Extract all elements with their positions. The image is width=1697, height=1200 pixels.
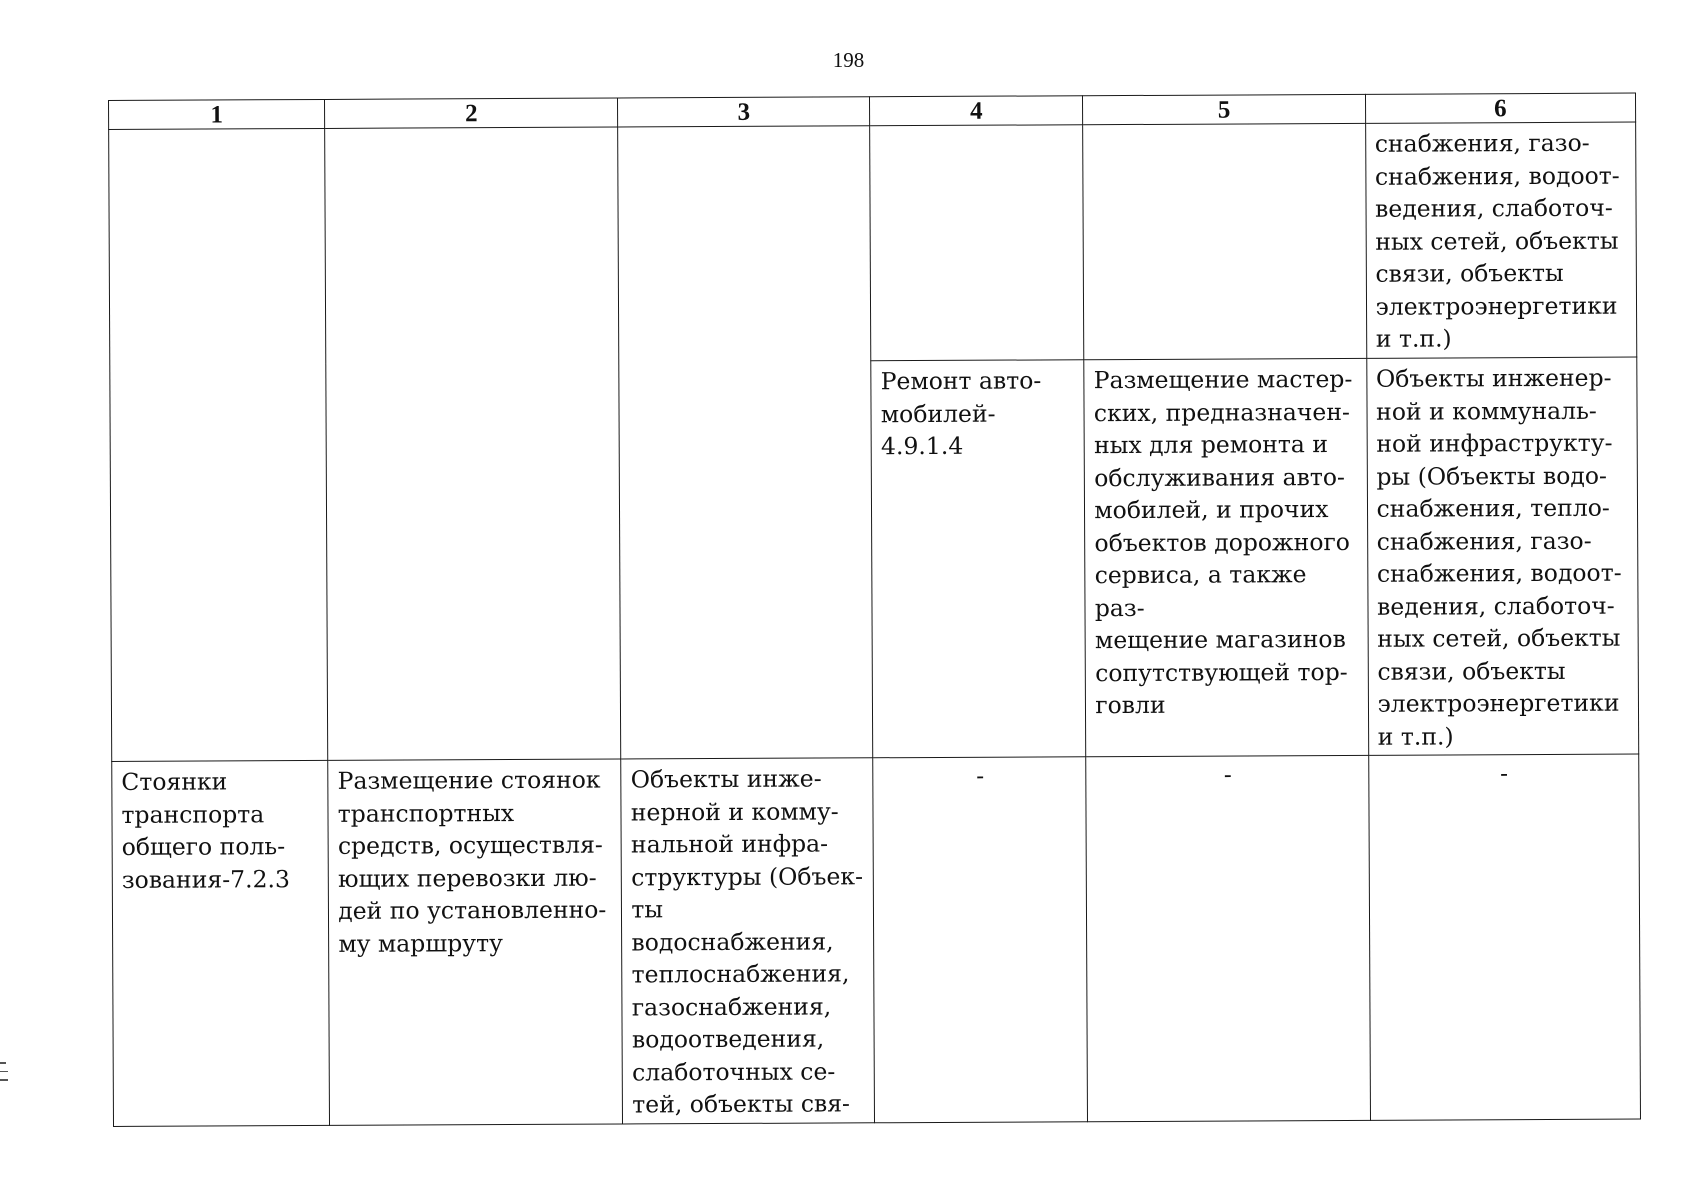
cell-text: Стоянки транспорта общего поль- зования-7.2.3 xyxy=(121,767,290,894)
column-header-4: 4 xyxy=(870,96,1083,126)
cell-text xyxy=(118,133,316,134)
cell-text xyxy=(334,132,609,133)
zoning-table xyxy=(108,93,1641,1127)
table-cell-col5 xyxy=(1084,358,1368,756)
table-cell-col6 xyxy=(1365,122,1637,358)
table-cell-col1 xyxy=(109,128,328,761)
table-row xyxy=(109,122,1637,364)
page-number: 198 xyxy=(832,48,865,72)
cell-text xyxy=(879,129,1074,130)
table-cell-col3 xyxy=(618,126,873,759)
cell-text: Ремонт авто- мобилей- 4.9.1.4 xyxy=(880,366,1042,461)
cell-text: Размещение мастер- ских, предназначен- ных для ремонта и обслуживания авто- мобилей, и прочих объектов дорожного сервиса, а также раз- мещение магазинов сопутствующей тор- говли xyxy=(1093,364,1353,720)
cell-text xyxy=(1092,128,1356,129)
table-cell-col6 xyxy=(1368,754,1640,1120)
cell-text: снабжения, газо- снабжения, водоот- ведения, слаботоч- ных сетей, объекты связи, объекты электроэнергетики и т.п.) xyxy=(1374,128,1620,353)
table-cell-col3 xyxy=(621,758,875,1124)
margin-scan-marks xyxy=(0,1062,8,1088)
table-cell-col4 xyxy=(870,125,1084,361)
column-header-1: 1 xyxy=(109,99,325,129)
table-cell-col1 xyxy=(112,760,330,1126)
zoning-table-container xyxy=(108,93,1641,1127)
table-cell-col4 xyxy=(873,757,1088,1123)
cell-text: Размещение стоянок транспортных средств, осуществля- ющих перевозки лю- дей по установленно- му маршруту xyxy=(337,765,607,958)
cell-text: Объекты инженер- ной и коммуналь- ной инфраструкту- ры (Объекты водо- снабжения, тепло- снабжения, газо- снабжения, водоот- ведения, слаботоч- ных сетей, объекты связи, объекты электроэнергетики и т.п.) xyxy=(1375,363,1622,751)
column-header-6: 6 xyxy=(1365,93,1636,123)
cell-text: - xyxy=(1223,760,1232,789)
column-header-2: 2 xyxy=(325,98,618,128)
table-cell-col2 xyxy=(328,759,623,1125)
table-cell-col6 xyxy=(1366,357,1638,755)
scan-mark xyxy=(0,1071,8,1073)
table-cell-col5 xyxy=(1086,755,1370,1121)
table-cell-col2 xyxy=(325,127,621,760)
table-cell-col4 xyxy=(871,360,1086,758)
table-cell-col5 xyxy=(1083,123,1366,359)
cell-text: Объекты инже- нерной и комму- нальной инфра- структуры (Объек- ты водоснабжения, теплоснабжения, газоснабжения, водоотведения, слаботочных се- тей, объекты свя- xyxy=(630,764,864,1119)
cell-text xyxy=(628,130,862,131)
scan-mark xyxy=(0,1062,6,1064)
scan-mark xyxy=(0,1079,8,1081)
table-row xyxy=(112,754,1641,1126)
cell-text: - xyxy=(1500,759,1509,788)
column-header-5: 5 xyxy=(1083,94,1365,124)
cell-text: - xyxy=(976,761,985,790)
column-header-3: 3 xyxy=(618,97,870,127)
